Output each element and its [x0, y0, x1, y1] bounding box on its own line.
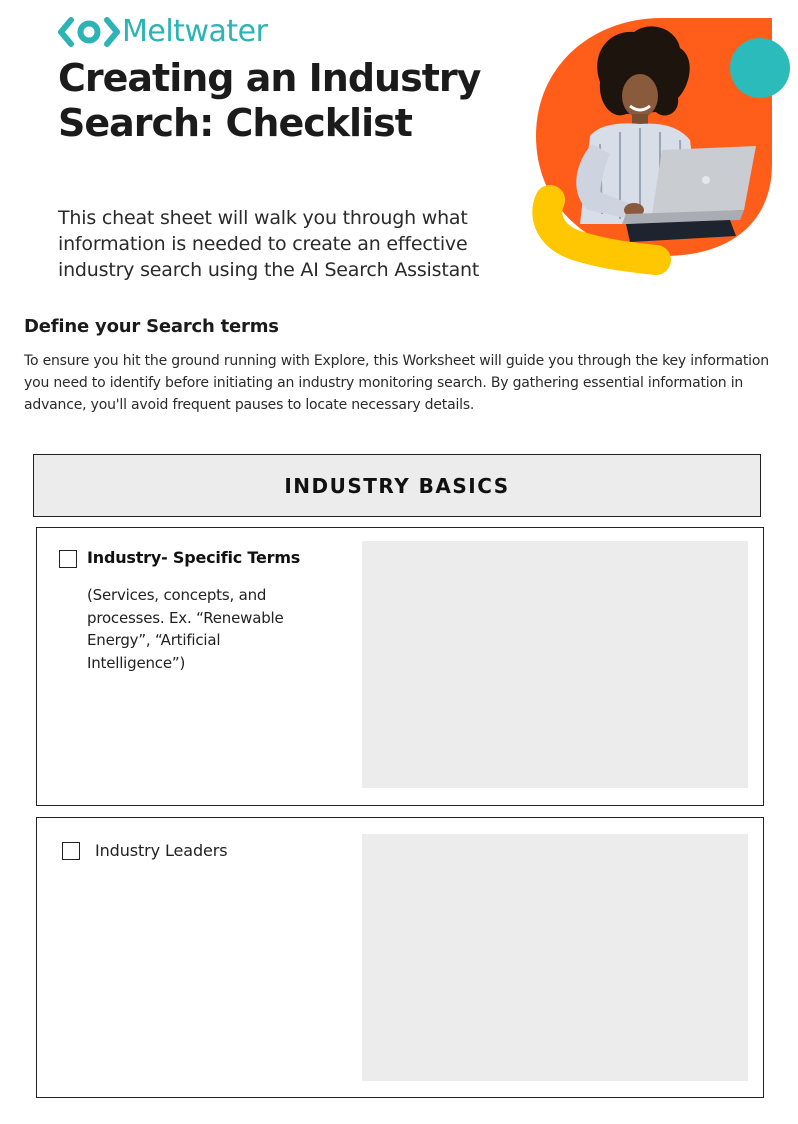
section-heading: Define your Search terms — [24, 316, 279, 337]
section-banner — [33, 454, 761, 517]
industry-terms-checkbox[interactable] — [59, 550, 77, 568]
page-subtitle: This cheat sheet will walk you through what information is needed to create an effective industry search using the AI Search Assistant — [58, 207, 480, 281]
page-title: Creating an Industry Search: Checklist — [58, 56, 481, 145]
meltwater-logo — [58, 14, 267, 50]
industry-terms-answer-box[interactable] — [362, 541, 748, 788]
hero-illustration — [530, 14, 798, 276]
section-body: To ensure you hit the ground running with Explore, this Worksheet will guide you through the key information you need to identify before initiating an industry monitoring search. By gathering essential information in advance, you'll avoid frequent pauses to locate necessary details. — [24, 353, 769, 413]
checklist-card-industry-terms — [36, 527, 764, 806]
brand-name: Meltwater — [122, 14, 268, 49]
industry-leaders-label: Industry Leaders — [95, 841, 228, 860]
industry-leaders-checkbox[interactable] — [62, 842, 80, 860]
industry-terms-label: Industry- Specific Terms — [87, 548, 301, 567]
industry-terms-description: (Services, concepts, and processes. Ex. “Renewable Energy”, “Artificial Intelligence”) — [87, 586, 284, 672]
meltwater-logo-icon — [58, 16, 120, 48]
industry-leaders-answer-box[interactable] — [362, 834, 748, 1081]
teal-circle-shape — [730, 38, 790, 98]
checklist-card-industry-leaders — [36, 817, 764, 1098]
banner-title: INDUSTRY BASICS — [284, 473, 510, 498]
